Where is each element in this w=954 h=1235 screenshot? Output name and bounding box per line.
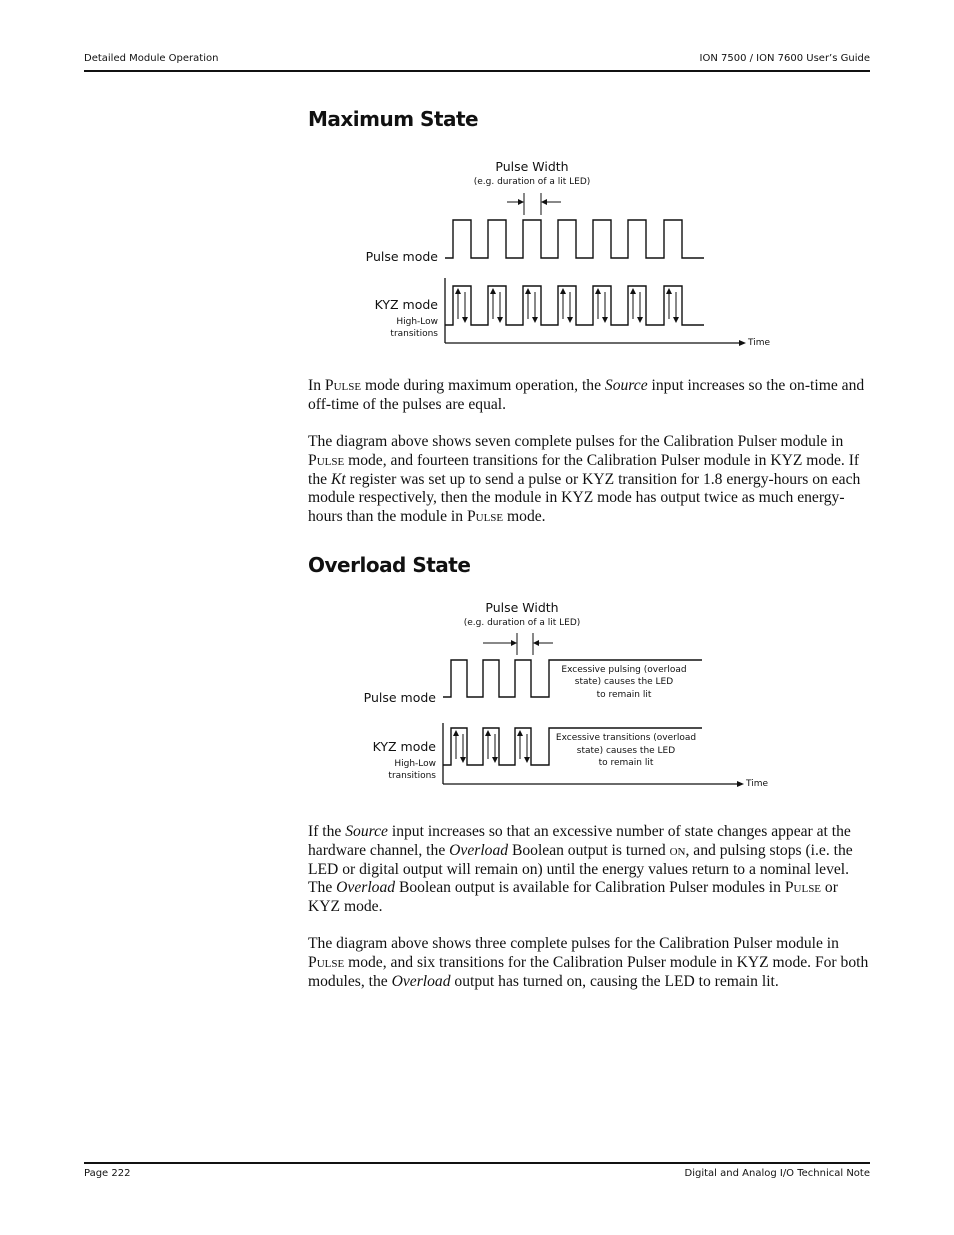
pulse-width-arrows [483,633,553,655]
time-axis [445,278,746,346]
time-label: Time [748,338,771,348]
kyz-mode-waveform [445,286,704,325]
arrow-up-head [455,288,461,294]
pulse-overload-note-line2: state) causes the LED [574,677,674,687]
kyz-mode-label: KYZ mode [374,297,438,312]
maximum-state-diagram [0,140,954,370]
pulse-width-label: Pulse Width [495,159,569,174]
pulse-mode-label: Pulse mode [363,690,436,705]
kyz-note-line1: High-Low [394,759,436,769]
arrow-up-head [630,288,636,294]
arrow-up-head [560,288,566,294]
footer-rule [84,1162,870,1164]
pulse-width-label: Pulse Width [485,600,559,615]
arrow-down-head [460,757,466,763]
arrow-down-head [602,317,608,323]
arrow-down-head [492,757,498,763]
overload-state-paragraph-1: If the Source input increases so that an excessive number of state changes appear at the hardware channel, the Overload Boolean output is turned on, and pulsing stops (i.e. the LED or digital output will remain on) until the energy values return to a nominal level. The Overload Boolean output is available for Calibration Pulser modules in Pulse or KYZ mode. [308,823,853,916]
kyz-mode-label: KYZ mode [372,739,436,754]
arrow-up-head [525,288,531,294]
arrow-down-head [532,317,538,323]
arrow-up-head [517,730,523,736]
pulse-width-arrows [507,193,561,215]
overload-state-paragraph-2: The diagram above shows three complete pulses for the Calibration Pulser module in Pulse mode, and six transitions for the Calibration Pulser module in KYZ mode. For both modules, the Overload output has turned on, causing the LED to remain lit. [308,935,869,990]
kyz-overload-note-line3: to remain lit [598,758,654,768]
pulse-width-note: (e.g. duration of a lit LED) [463,618,581,628]
arrow-down-head [567,317,573,323]
kyz-overload-note-line2: state) causes the LED [576,746,676,756]
heading-maximum-state: Maximum State [308,107,479,131]
kyz-note-line2: transitions [390,329,438,339]
arrow-down-head [637,317,643,323]
header-guide-title: ION 7500 / ION 7600 User’s Guide [699,53,870,64]
time-label: Time [746,779,769,789]
pulse-width-note: (e.g. duration of a lit LED) [473,177,591,187]
maximum-state-paragraph-2: The diagram above shows seven complete pulses for the Calibration Pulser module in Pulse mode, and fourteen transitions for the Calibration Pulser module in KYZ mode. If the Kt register was set up to send a pulse or KYZ transition for 1.8 energy-hours on each module respectively, then the module in KYZ mode has output twice as much energy-hours than the module in Pulse mode. [308,433,861,526]
arrow-down-head [497,317,503,323]
waveform-path [445,220,704,258]
kyz-note-line1: High-Low [396,317,438,327]
maximum-state-paragraph-1: In Pulse mode during maximum operation, the Source input increases so the on-time and off-time of the pulses are equal. [308,377,865,413]
header-rule [84,70,870,72]
overload-state-diagram [0,590,954,800]
kyz-transition-arrows [453,730,530,763]
footer-document-title: Digital and Analog I/O Technical Note [684,1168,870,1179]
pulse-overload-note-line3: to remain lit [596,690,652,700]
arrow-up-head [485,730,491,736]
kyz-overload-note-line1: Excessive transitions (overload [555,733,697,743]
arrow-down-head [673,317,679,323]
arrow-down-head [462,317,468,323]
arrow-up-head [490,288,496,294]
pulse-mode-label: Pulse mode [365,249,438,264]
arrow-up-head [666,288,672,294]
arrow-down-head [524,757,530,763]
header-section-title: Detailed Module Operation [84,53,219,64]
heading-overload-state: Overload State [308,553,471,577]
kyz-note-line2: transitions [388,771,436,781]
arrow-up-head [595,288,601,294]
arrow-up-head [453,730,459,736]
pulse-overload-note-line1: Excessive pulsing (overload [561,665,687,675]
pulse-mode-waveform [445,220,704,258]
waveform-path [445,286,704,325]
page-number: Page 222 [84,1168,131,1179]
